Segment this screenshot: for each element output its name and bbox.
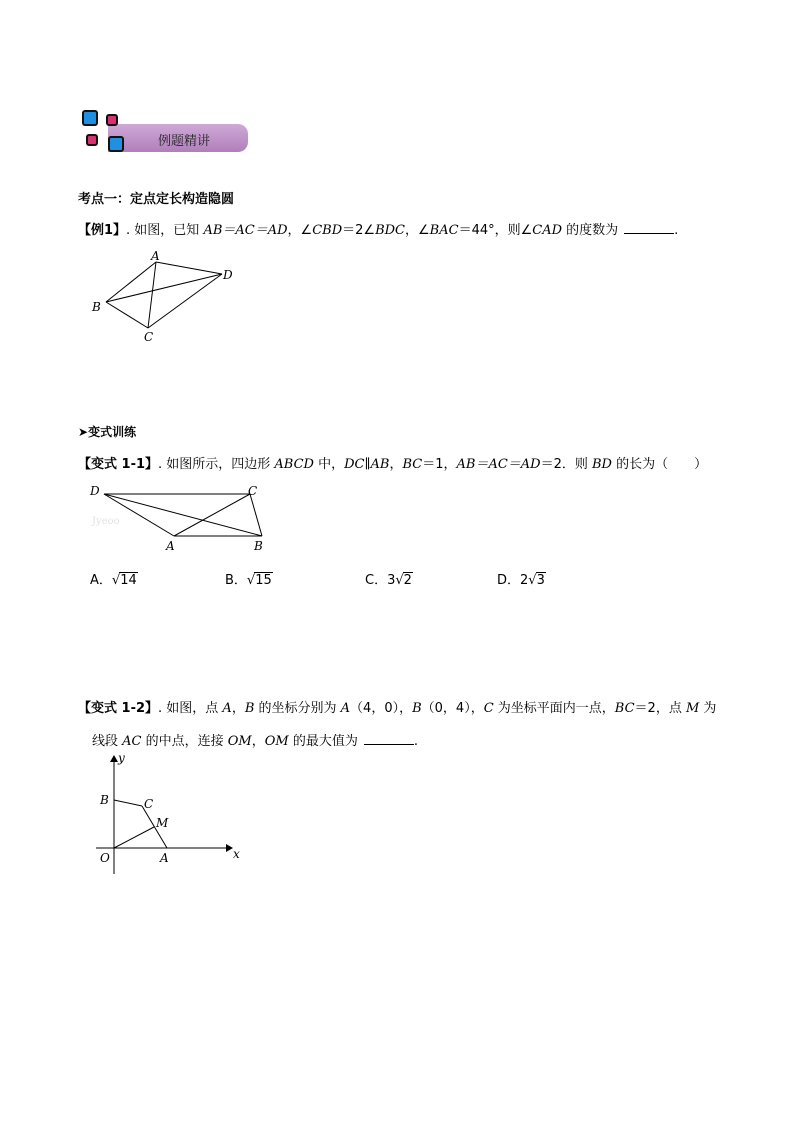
point-label: C <box>144 797 154 811</box>
point-label: C <box>248 484 258 498</box>
math: C <box>483 701 494 716</box>
option-radicand: 15 <box>255 573 272 588</box>
math: B <box>412 701 422 716</box>
option-radicand: 2 <box>403 573 412 588</box>
option-coef: 3 <box>387 573 396 588</box>
answer-blank[interactable] <box>364 732 414 745</box>
variant-tag: 【变式 1-1】 <box>78 457 159 472</box>
sqrt-icon: √ <box>246 573 256 588</box>
sqrt-icon: √ <box>395 573 404 588</box>
text: 为坐标平面内一点， <box>493 701 615 716</box>
example-1-text <box>78 219 678 238</box>
figure-coordinate-plane <box>92 750 252 876</box>
option-letter: D． <box>497 573 521 588</box>
text: 的中点，连接 <box>141 734 228 749</box>
text: 为 <box>699 701 717 716</box>
variant-1-2-text-line1 <box>78 697 716 716</box>
variant-1-2-text-line2 <box>92 730 418 749</box>
point-label: A <box>166 539 175 553</box>
math: BAC <box>429 223 459 238</box>
text: ，∠ <box>287 223 313 238</box>
math: ABCD <box>274 457 314 472</box>
sqrt-icon: √ <box>111 573 121 588</box>
answer-blank[interactable] <box>624 221 674 234</box>
text: . <box>674 223 679 238</box>
math: A <box>222 701 232 716</box>
variant-heading <box>78 423 136 440</box>
logo-square-icon <box>86 134 98 146</box>
math: B <box>244 701 255 716</box>
option-coef: 2 <box>520 573 529 588</box>
option-a[interactable] <box>90 569 138 588</box>
watermark: Jyeoo <box>92 516 120 527</box>
text: . 如图，点 <box>158 701 223 716</box>
option-c[interactable] <box>365 569 413 588</box>
math: OM <box>264 734 289 749</box>
variant-tag: 【变式 1-2】 <box>78 701 159 716</box>
text: 线段 <box>92 734 123 749</box>
math: AB＝AC＝AD <box>203 223 288 238</box>
math: BC <box>614 701 635 716</box>
section-title: 考点一：定点定长构造隐圆 <box>78 192 235 207</box>
math: AC <box>122 734 142 749</box>
point-label: B <box>254 539 263 553</box>
sqrt-icon: √ <box>528 573 537 588</box>
point-label: D <box>223 268 233 282</box>
text: . <box>413 734 418 749</box>
text: （4，0）， <box>350 701 413 716</box>
text: ＝44°，则∠ <box>458 223 533 238</box>
text: ， <box>231 701 245 716</box>
text: . 如图所示，四边形 <box>158 457 275 472</box>
variant-heading-text: 变式训练 <box>88 425 137 439</box>
text: ＝2，点 <box>634 701 686 716</box>
point-label: A <box>151 249 160 263</box>
text: 的度数为 <box>562 223 619 238</box>
logo-square-icon <box>106 114 118 126</box>
text: ＝2．则 <box>540 457 592 472</box>
text: 的长为（ ） <box>611 457 708 472</box>
figure-quadrilateral-1 <box>86 248 246 344</box>
text: ， <box>251 734 265 749</box>
logo-square-icon <box>82 110 98 126</box>
math: CBD <box>312 223 343 238</box>
option-d[interactable] <box>497 569 546 588</box>
text: ＝2∠ <box>342 223 376 238</box>
banner-title: 例题精讲 <box>158 134 211 149</box>
text: ， <box>389 457 403 472</box>
text: 的坐标分别为 <box>254 701 341 716</box>
arrow-icon: ➤ <box>78 425 89 439</box>
math: BDC <box>375 223 406 238</box>
option-letter: C． <box>365 573 388 588</box>
math: BC <box>402 457 423 472</box>
math: OM <box>227 734 252 749</box>
example-tag: 【例1】 <box>78 223 127 238</box>
math: DC∥AB <box>344 457 390 472</box>
section-banner <box>78 108 248 160</box>
axis-label-x: x <box>233 847 240 861</box>
point-label: D <box>90 484 100 498</box>
math: BD <box>592 457 612 472</box>
option-letter: B． <box>225 573 247 588</box>
text: 的最大值为 <box>288 734 358 749</box>
option-radicand: 3 <box>536 573 545 588</box>
math: M <box>685 701 700 716</box>
text: . 如图，已知 <box>126 223 204 238</box>
option-letter: A． <box>90 573 112 588</box>
point-label: M <box>156 816 169 830</box>
variant-1-1-text <box>78 453 707 472</box>
point-label: B <box>92 300 101 314</box>
text: （0，4）， <box>421 701 484 716</box>
text: ＝1， <box>422 457 457 472</box>
option-radicand: 14 <box>120 573 137 588</box>
math: A <box>340 701 351 716</box>
point-label: A <box>160 851 169 865</box>
math: AB＝AC＝AD <box>456 457 541 472</box>
figure-quadrilateral-2 <box>86 480 286 556</box>
logo-square-icon <box>108 136 124 152</box>
point-label: O <box>100 851 110 865</box>
point-label: B <box>100 793 109 807</box>
axis-label-y: y <box>118 751 125 765</box>
math: CAD <box>532 223 563 238</box>
text: 中， <box>313 457 345 472</box>
option-b[interactable] <box>225 569 273 588</box>
text: ，∠ <box>405 223 430 238</box>
point-label: C <box>144 330 154 344</box>
